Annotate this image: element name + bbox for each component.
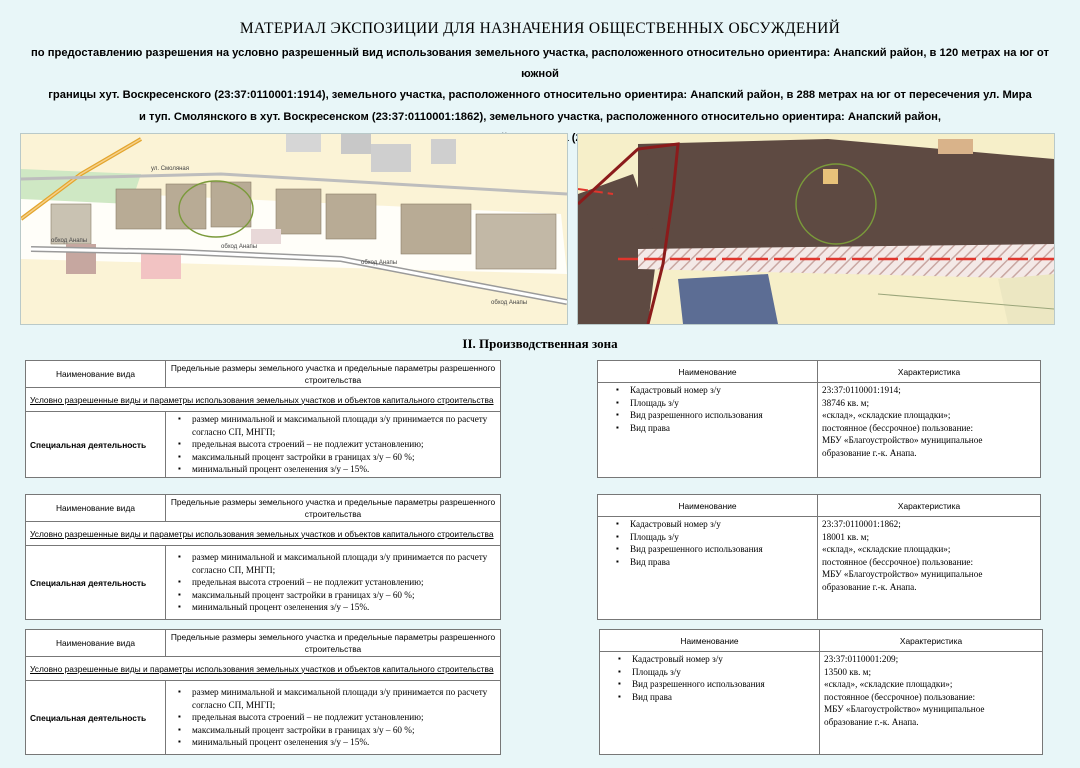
parcel-value: постоянное (бессрочное) пользование: xyxy=(822,556,974,567)
col-header: Наименование вида xyxy=(26,630,166,657)
col-header: Характеристика xyxy=(818,361,1041,383)
parcel-property: ▪ Кадастровый номер з/у xyxy=(632,653,815,666)
parcel-value: 23:37:0110001:1862; xyxy=(822,519,901,529)
conditional-uses-row: Условно разрешенные виды и параметры использования земельных участков и объектов капитального строительства xyxy=(26,657,501,681)
section-title: II. Производственная зона xyxy=(462,336,618,351)
col-header: Предельные размеры земельного участка и предельные параметры разрешенного строительства xyxy=(166,361,501,388)
col-header: Наименование xyxy=(598,495,818,517)
road-label: обход Анапы xyxy=(361,260,398,266)
street-label: ул. Смоляная xyxy=(151,166,190,172)
col-header: Наименование вида xyxy=(26,495,166,522)
param-item: ▪ размер минимальной и максимальной площади з/у принимается по расчету согласно СП, МНГП; xyxy=(192,413,496,438)
col-header: Наименование вида xyxy=(26,361,166,388)
subtitle-line: границы хут. Воскресенского (23:37:0110001:1914), земельного участка, расположенного относительно ориентира: Анапский район, в 288 метрах на юг от пересечения ул. Мира xyxy=(48,89,1032,102)
parcel-info-table xyxy=(599,629,1043,755)
param-item: ▪ максимальный процент застройки в границах з/у – 60 %; xyxy=(192,451,496,464)
col-header: Характеристика xyxy=(820,630,1043,652)
parcel-value: образование г.-к. Анапа. xyxy=(824,716,919,727)
parcel-value: образование г.-к. Анапа. xyxy=(822,581,917,592)
subtitle-line: и туп. Смолянского в хут. Воскресенском (23:37:0110001:1862), земельного участка, расположенного относительно ориентира: Анапский район, xyxy=(138,110,942,123)
parcel-property: ▪ Площадь з/у xyxy=(630,531,813,544)
conditional-uses-row: Условно разрешенные виды и параметры использования земельных участков и объектов капитального строительства xyxy=(26,522,501,546)
cadastral-map xyxy=(20,133,568,325)
parcel-property: ▪ Кадастровый номер з/у xyxy=(630,384,813,397)
page-title: МАТЕРИАЛ ЭКСПОЗИЦИИ ДЛЯ НАЗНАЧЕНИЯ ОБЩЕСТВЕННЫХ ОБСУЖДЕНИЙ xyxy=(239,20,841,37)
param-item: ▪ минимальный процент озеленения з/у – 15%. xyxy=(192,601,496,614)
road-label: обход Анапы xyxy=(221,244,258,250)
col-header: Предельные размеры земельного участка и предельные параметры разрешенного строительства xyxy=(166,630,501,657)
conditional-uses-row: Условно разрешенные виды и параметры использования земельных участков и объектов капитального строительства xyxy=(26,388,501,412)
parcel-property: ▪ Площадь з/у xyxy=(632,666,815,679)
road-label: обход Анапы xyxy=(51,238,88,244)
parcel-value: 23:37:0110001:209; xyxy=(824,654,899,664)
parcel-value: 18001 кв. м; xyxy=(822,531,870,542)
parcel-value: 23:37:0110001:1914; xyxy=(822,385,901,395)
parcel-property: ▪ Площадь з/у xyxy=(630,397,813,410)
zoning-params-table xyxy=(25,360,501,478)
parcel-property: ▪ Вид разрешенного использования xyxy=(632,678,815,691)
parcel-property: ▪ Вид права xyxy=(632,691,815,704)
param-item: ▪ максимальный процент застройки в границах з/у – 60 %; xyxy=(192,589,496,602)
zoning-params-table xyxy=(25,629,501,755)
col-header: Наименование xyxy=(600,630,820,652)
activity-name: Специальная деятельность xyxy=(26,681,166,755)
parcel-property: ▪ Кадастровый номер з/у xyxy=(630,518,813,531)
parcel-value: МБУ «Благоустройство» муниципальное xyxy=(824,704,985,715)
parcel-value: «склад», «складские площадки»; xyxy=(822,544,951,555)
parcel-value: 13500 кв. м; xyxy=(824,666,872,677)
activity-name: Специальная деятельность xyxy=(26,546,166,620)
param-item: ▪ размер минимальной и максимальной площади з/у принимается по расчету согласно СП, МНГП; xyxy=(192,551,496,576)
param-item: ▪ минимальный процент озеленения з/у – 15%. xyxy=(192,463,496,476)
activity-name: Специальная деятельность xyxy=(26,412,166,478)
zoning-params-table xyxy=(25,494,501,620)
subtitle-line: по предоставлению разрешения на условно разрешенный вид использования земельного участка, расположенного относительно ориентира: Анапский район, в 120 метрах на юг от южной xyxy=(31,47,1049,81)
parcel-value: «склад», «складские площадки»; xyxy=(822,410,951,421)
param-item: ▪ максимальный процент застройки в границах з/у – 60 %; xyxy=(192,724,496,737)
parcel-value: «склад», «складские площадки»; xyxy=(824,679,953,690)
col-header: Наименование xyxy=(598,361,818,383)
parcel-info-table xyxy=(597,494,1041,620)
parcel-property: ▪ Вид права xyxy=(630,422,813,435)
parcel-value: постоянное (бессрочное) пользование: xyxy=(822,422,974,433)
parcel-property: ▪ Вид разрешенного использования xyxy=(630,409,813,422)
param-item: ▪ предельная высота строений – не подлежит установлению; xyxy=(192,711,496,724)
param-item: ▪ минимальный процент озеленения з/у – 15%. xyxy=(192,736,496,749)
param-item: ▪ предельная высота строений – не подлежит установлению; xyxy=(192,438,496,451)
col-header: Предельные размеры земельного участка и предельные параметры разрешенного строительства xyxy=(166,495,501,522)
parcel-property: ▪ Вид разрешенного использования xyxy=(630,543,813,556)
parcel-value: образование г.-к. Анапа. xyxy=(822,447,917,458)
road-label: обход Анапы xyxy=(491,300,528,306)
param-item: ▪ предельная высота строений – не подлежит установлению; xyxy=(192,576,496,589)
zoning-map xyxy=(577,133,1055,325)
param-item: ▪ размер минимальной и максимальной площади з/у принимается по расчету согласно СП, МНГП; xyxy=(192,686,496,711)
parcel-value: МБУ «Благоустройство» муниципальное xyxy=(822,569,983,580)
parcel-info-table xyxy=(597,360,1041,478)
col-header: Характеристика xyxy=(818,495,1041,517)
parcel-value: постоянное (бессрочное) пользование: xyxy=(824,691,976,702)
parcel-value: 38746 кв. м; xyxy=(822,397,870,408)
parcel-property: ▪ Вид права xyxy=(630,556,813,569)
parcel-value: МБУ «Благоустройство» муниципальное xyxy=(822,435,983,446)
